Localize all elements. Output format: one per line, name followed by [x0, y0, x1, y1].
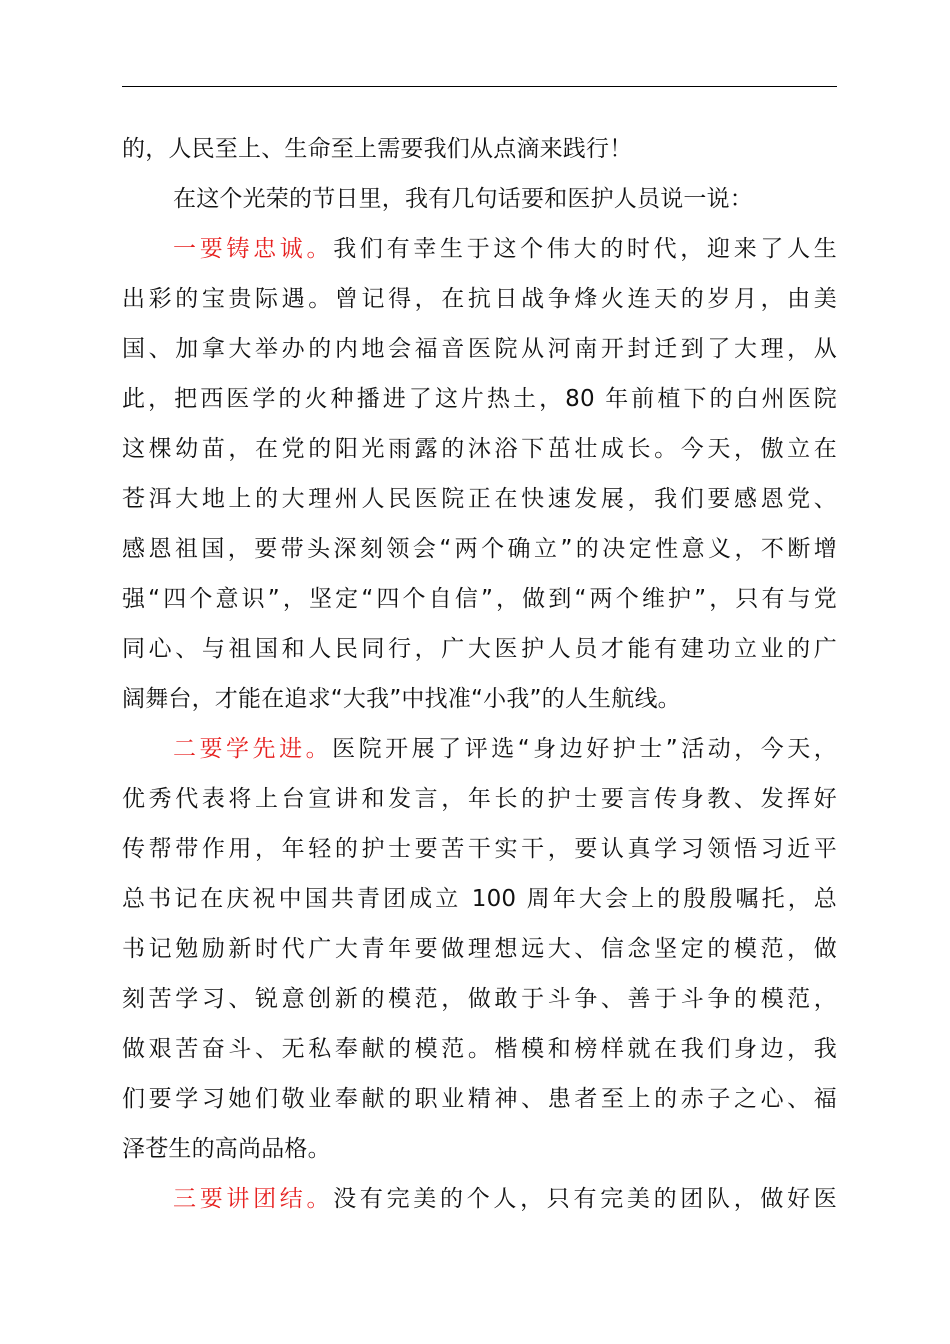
point-text: 我们有幸生于这个伟大的时代，迎来了人生 [333, 236, 837, 262]
text-line: 们要学习她们敬业奉献的职业精神、患者至上的赤子之心、福 [122, 1086, 837, 1112]
header-rule [122, 86, 837, 87]
text-line: 刻苦学习、锐意创新的模范，做敢于斗争、善于斗争的模范， [122, 986, 837, 1012]
text-line: 强“四个意识”，坚定“四个自信”，做到“两个维护”，只有与党 [122, 586, 837, 612]
text-line: 感恩祖国，要带头深刻领会“两个确立”的决定性意义，不断增 [122, 536, 837, 562]
text-line: 书记勉励新时代广大青年要做理想远大、信念坚定的模范，做 [122, 936, 837, 962]
text-line: 此，把西医学的火种播进了这片热土，80 年前植下的白州医院 [122, 386, 837, 412]
text-line: 同心、与祖国和人民同行，广大医护人员才能有建功立业的广 [122, 636, 837, 662]
text-line: 总书记在庆祝中国共青团成立 100 周年大会上的殷殷嘱托，总 [122, 886, 837, 912]
text-line: 传帮带作用，年轻的护士要苦干实干，要认真学习领悟习近平 [122, 836, 837, 862]
text-line-point-three [122, 1174, 837, 1224]
point-text: 没有完美的个人，只有完美的团队，做好医 [333, 1186, 837, 1212]
text-line: 泽苍生的高尚品格。 [122, 1136, 331, 1162]
point-text: 医院开展了评选“身边好护士”活动，今天， [332, 736, 837, 762]
text-line: 苍洱大地上的大理州人民医院正在快速发展，我们要感恩党、 [122, 486, 837, 512]
point-heading: 二要学先进。 [173, 736, 333, 762]
document-body [122, 124, 837, 1224]
text-line: 在这个光荣的节日里，我有几句话要和医护人员说一说： [173, 186, 753, 212]
point-heading: 三要讲团结。 [173, 1186, 334, 1212]
text-line: 阔舞台，才能在追求“大我”中找准“小我”的人生航线。 [122, 686, 681, 712]
text-line: 优秀代表将上台宣讲和发言，年长的护士要言传身教、发挥好 [122, 786, 837, 812]
text-line: 的，人民至上、生命至上需要我们从点滴来践行！ [122, 136, 633, 162]
point-heading: 一要铸忠诚。 [173, 236, 334, 262]
text-line-point-two [122, 724, 837, 774]
text-line: 做艰苦奋斗、无私奉献的模范。楷模和榜样就在我们身边，我 [122, 1036, 837, 1062]
text-line-point-one [122, 224, 837, 274]
text-line: 国、加拿大举办的内地会福音医院从河南开封迁到了大理，从 [122, 336, 837, 362]
text-line: 出彩的宝贵际遇。曾记得，在抗日战争烽火连天的岁月，由美 [122, 286, 837, 312]
text-line: 这棵幼苗，在党的阳光雨露的沐浴下茁壮成长。今天，傲立在 [122, 436, 837, 462]
